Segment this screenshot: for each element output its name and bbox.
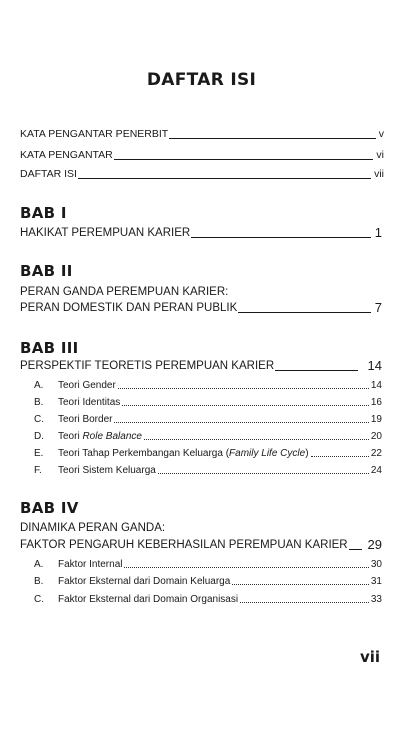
leader-line xyxy=(114,159,374,160)
chapter-heading: PERAN GANDA PEREMPUAN KARIER: xyxy=(20,286,229,298)
subsection-page: 24 xyxy=(370,465,382,476)
leader-line xyxy=(349,549,362,550)
subsection-letter: C. xyxy=(34,594,44,605)
chapter-heading: PERSPEKTIF TEORETIS PEREMPUAN KARIER xyxy=(20,360,275,372)
subsection-letter: B. xyxy=(34,397,44,408)
toc-entry[interactable] xyxy=(20,149,384,162)
toc-entry[interactable] xyxy=(20,128,384,141)
subsection-title: Teori Identitas xyxy=(58,397,121,408)
toc-entry[interactable] xyxy=(20,168,384,181)
subsection-entry[interactable] xyxy=(34,447,382,460)
chapter-heading: PERAN DOMESTIK DAN PERAN PUBLIK xyxy=(20,302,238,314)
chapter-page: 29 xyxy=(367,537,382,552)
page-title: DAFTAR ISI xyxy=(146,70,257,90)
subsection-page: 31 xyxy=(370,576,382,587)
subsection-entry[interactable] xyxy=(34,575,382,588)
dot-leader xyxy=(232,584,369,585)
subsection-page: 30 xyxy=(370,559,382,570)
chapter-heading-entry[interactable] xyxy=(20,226,382,240)
subsection-title xyxy=(58,430,142,443)
subsection-entry[interactable] xyxy=(34,396,382,409)
subsection-letter: A. xyxy=(34,559,44,570)
dot-leader xyxy=(118,388,369,389)
chapter-heading: HAKIKAT PEREMPUAN KARIER xyxy=(20,227,191,239)
chapter-page: 7 xyxy=(374,300,382,315)
subsection-entry[interactable] xyxy=(34,379,382,392)
subsection-entry[interactable] xyxy=(34,413,382,426)
dot-leader xyxy=(122,405,369,406)
subsection-letter: B. xyxy=(34,576,44,587)
chapter-heading-entry[interactable] xyxy=(20,538,382,552)
subsection-page: 16 xyxy=(370,397,382,408)
subsection-entry[interactable] xyxy=(34,558,382,571)
subsection-title: Faktor Internal xyxy=(58,559,123,570)
chapter-label: BAB I xyxy=(20,204,67,222)
page-number: vii xyxy=(359,648,380,666)
subsection-title-italic: Family Life Cycle xyxy=(229,448,306,459)
subsection-entry[interactable] xyxy=(34,464,382,477)
subsection-title xyxy=(58,447,309,460)
dot-leader xyxy=(240,602,369,603)
subsection-title-text: ) xyxy=(305,448,309,459)
subsection-entry[interactable] xyxy=(34,593,382,606)
chapter-page: 14 xyxy=(367,358,382,373)
subsection-page: 20 xyxy=(370,431,382,442)
chapter-heading: DINAMIKA PERAN GANDA: xyxy=(20,522,166,534)
subsection-title-text: Teori Tahap Perkembangan Keluarga ( xyxy=(58,448,230,459)
subsection-title-text: Teori xyxy=(58,431,83,442)
chapter-heading-entry[interactable] xyxy=(20,301,382,315)
subsection-title: Teori Border xyxy=(58,414,113,425)
subsection-title: Faktor Eksternal dari Domain Keluarga xyxy=(58,576,231,587)
subsection-title: Faktor Eksternal dari Domain Organisasi xyxy=(58,594,239,605)
toc-entry-label: DAFTAR ISI xyxy=(20,168,77,180)
leader-line xyxy=(238,312,370,313)
dot-leader xyxy=(144,439,369,440)
chapter-label: BAB II xyxy=(20,262,73,280)
leader-line xyxy=(275,370,357,371)
subsection-letter: E. xyxy=(34,448,44,459)
subsection-letter: F. xyxy=(34,465,42,476)
subsection-entry[interactable] xyxy=(34,430,382,443)
subsection-page: 19 xyxy=(370,414,382,425)
chapter-heading-entry[interactable] xyxy=(20,359,382,373)
subsection-title: Teori Gender xyxy=(58,380,116,391)
subsection-letter: A. xyxy=(34,380,44,391)
subsection-letter: D. xyxy=(34,431,44,442)
chapter-label: BAB IV xyxy=(20,499,79,517)
toc-entry-label: KATA PENGANTAR xyxy=(20,149,113,161)
toc-entry-page: vi xyxy=(376,149,384,161)
dot-leader xyxy=(311,456,369,457)
subsection-letter: C. xyxy=(34,414,44,425)
chapter-heading: FAKTOR PENGARUH KEBERHASILAN PEREMPUAN KARIER xyxy=(20,539,348,551)
toc-entry-page: vii xyxy=(374,168,384,180)
leader-line xyxy=(78,178,371,179)
subsection-title: Teori Sistem Keluarga xyxy=(58,465,156,476)
dot-leader xyxy=(114,422,368,423)
subsection-page: 22 xyxy=(370,448,382,459)
subsection-title-italic: Role Balance xyxy=(82,431,142,442)
leader-line xyxy=(191,237,371,238)
toc-entry-label: KATA PENGANTAR PENERBIT xyxy=(20,128,169,140)
chapter-label: BAB III xyxy=(20,339,79,357)
dot-leader xyxy=(158,473,369,474)
leader-line xyxy=(169,138,376,139)
dot-leader xyxy=(124,567,368,568)
subsection-page: 33 xyxy=(370,594,382,605)
subsection-page: 14 xyxy=(370,380,382,391)
toc-entry-page: v xyxy=(378,128,384,140)
chapter-page: 1 xyxy=(374,225,382,240)
